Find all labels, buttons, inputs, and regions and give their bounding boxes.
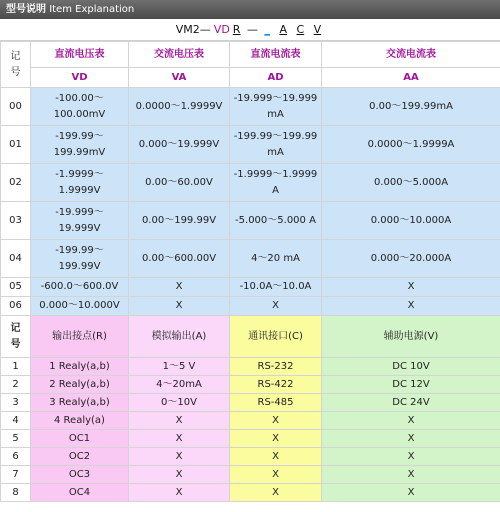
upper-row <box>1 278 500 297</box>
title-bar <box>0 0 500 19</box>
upper-row-aa: 0.000～10.000A <box>322 202 500 240</box>
upper-header-row <box>1 42 500 68</box>
lower-row-relay: 2 Realy(a,b) <box>31 376 129 394</box>
header-vd-zh: 直流电压表 <box>31 42 129 68</box>
header-comm: 通讯接口(C) <box>230 316 322 358</box>
header-vd-code: VD <box>31 68 129 88</box>
upper-row-id: 01 <box>1 126 31 164</box>
lower-row <box>1 466 500 484</box>
upper-row-va: 0.00～199.99V <box>129 202 230 240</box>
lower-row <box>1 376 500 394</box>
upper-row-ad <box>230 202 322 240</box>
lower-row-aux: X <box>322 448 500 466</box>
lower-row-comm: RS-485 <box>230 394 322 412</box>
lower-row-id: 5 <box>1 430 31 448</box>
model-vd: VD <box>213 23 230 36</box>
vd-line: -19.999～ <box>55 206 104 218</box>
lower-row-analog: X <box>129 430 230 448</box>
lower-row-aux: DC 10V <box>322 358 500 376</box>
header-id-cell <box>1 42 31 88</box>
lower-row-analog: X <box>129 484 230 502</box>
model-a: A <box>279 23 287 36</box>
lower-row <box>1 448 500 466</box>
lower-header-id-line1: 记 <box>10 322 21 334</box>
upper-row <box>1 202 500 240</box>
upper-row-ad <box>230 297 322 316</box>
lower-row-aux: X <box>322 466 500 484</box>
ad-line: mA <box>267 108 284 120</box>
upper-row-id: 03 <box>1 202 31 240</box>
lower-row-comm: X <box>230 412 322 430</box>
lower-row-analog: 4～20mA <box>129 376 230 394</box>
lower-row-aux: X <box>322 412 500 430</box>
lower-row-aux: DC 24V <box>322 394 500 412</box>
upper-row-vd <box>31 126 129 164</box>
upper-row-id: 02 <box>1 164 31 202</box>
vd-line: -199.99～ <box>55 244 104 256</box>
upper-row-id: 05 <box>1 278 31 297</box>
lower-row <box>1 394 500 412</box>
header-analog: 模拟输出(A) <box>129 316 230 358</box>
upper-row <box>1 240 500 278</box>
upper-row-aa: 0.000～20.000A <box>322 240 500 278</box>
upper-row-id: 00 <box>1 88 31 126</box>
lower-row-comm: X <box>230 430 322 448</box>
lower-row-aux: X <box>322 484 500 502</box>
header-id-line2: 号 <box>10 66 21 78</box>
ad-line: -19.999～19.999 <box>233 92 318 104</box>
vd-line: 100.00mV <box>53 108 106 120</box>
lower-row-aux: X <box>322 430 500 448</box>
model-code <box>0 19 500 41</box>
lower-row <box>1 430 500 448</box>
upper-row <box>1 88 500 126</box>
upper-row-ad <box>230 240 322 278</box>
lower-row-id: 2 <box>1 376 31 394</box>
upper-row-aa: X <box>322 297 500 316</box>
lower-row-relay: OC2 <box>31 448 129 466</box>
lower-header-row <box>1 316 500 358</box>
lower-row-id: 7 <box>1 466 31 484</box>
spec-table <box>0 41 500 502</box>
vd-line: 199.99mV <box>53 146 106 158</box>
upper-row-vd <box>31 202 129 240</box>
upper-row-vd <box>31 297 129 316</box>
ad-line: -10.0A～10.0A <box>239 281 312 292</box>
ad-line: X <box>272 300 279 311</box>
upper-row-ad <box>230 88 322 126</box>
vd-line: 0.000～10.000V <box>39 300 120 311</box>
model-c: C <box>296 23 305 36</box>
lower-row-id: 6 <box>1 448 31 466</box>
upper-header-code-row <box>1 68 500 88</box>
upper-row-va: 0.00～60.00V <box>129 164 230 202</box>
lower-row <box>1 412 500 430</box>
upper-row <box>1 126 500 164</box>
header-va-zh: 交流电压表 <box>129 42 230 68</box>
upper-row-ad <box>230 126 322 164</box>
lower-row-analog: X <box>129 448 230 466</box>
lower-row <box>1 358 500 376</box>
model-r: R <box>232 23 241 36</box>
ad-line: A <box>272 184 279 196</box>
upper-row-va: 0.000～19.999V <box>129 126 230 164</box>
header-ad-code: AD <box>230 68 322 88</box>
lower-row-id: 1 <box>1 358 31 376</box>
lower-row-relay: OC1 <box>31 430 129 448</box>
lower-header-id <box>1 316 31 358</box>
lower-row-relay: 4 Realy(a) <box>31 412 129 430</box>
lower-row-relay: 3 Realy(a,b) <box>31 394 129 412</box>
upper-row-va: X <box>129 297 230 316</box>
vd-line: -199.99～ <box>55 130 104 142</box>
upper-row-aa: 0.0000～1.9999A <box>322 126 500 164</box>
lower-row-aux: DC 12V <box>322 376 500 394</box>
upper-row-vd <box>31 164 129 202</box>
header-aux: 辅助电源(V) <box>322 316 500 358</box>
header-aa-zh: 交流电流表 <box>322 42 500 68</box>
upper-row-id: 04 <box>1 240 31 278</box>
vd-line: 199.99V <box>58 260 101 272</box>
upper-row-va: 0.0000～1.9999V <box>129 88 230 126</box>
vd-line: 19.999V <box>58 222 101 234</box>
upper-row-id: 06 <box>1 297 31 316</box>
upper-row-ad <box>230 278 322 297</box>
ad-line: mA <box>267 146 284 158</box>
lower-row-comm: X <box>230 448 322 466</box>
ad-line: -5.000～5.000 A <box>235 214 316 226</box>
lower-row-comm: X <box>230 484 322 502</box>
upper-row-vd <box>31 88 129 126</box>
lower-row-id: 8 <box>1 484 31 502</box>
lower-row-comm: X <box>230 466 322 484</box>
upper-row-aa: 0.00～199.99mA <box>322 88 500 126</box>
upper-row-va: 0.00～600.00V <box>129 240 230 278</box>
lower-row-relay: 1 Realy(a,b) <box>31 358 129 376</box>
lower-row-relay: OC3 <box>31 466 129 484</box>
lower-row <box>1 484 500 502</box>
header-relay: 输出接点(R) <box>31 316 129 358</box>
ad-line: -1.9999～1.9999 <box>233 168 318 180</box>
upper-row <box>1 297 500 316</box>
lower-row-analog: 0～10V <box>129 394 230 412</box>
model-dash: — <box>246 23 258 36</box>
lower-row-analog: 1～5 V <box>129 358 230 376</box>
lower-row-analog: X <box>129 466 230 484</box>
lower-row-id: 4 <box>1 412 31 430</box>
header-ad-zh: 直流电流表 <box>230 42 322 68</box>
model-blank: _ <box>264 23 270 36</box>
title-en: Item Explanation <box>49 4 135 15</box>
ad-line: 4～20 mA <box>251 252 300 264</box>
lower-row-comm: RS-232 <box>230 358 322 376</box>
upper-row-vd <box>31 240 129 278</box>
vd-line: 1.9999V <box>58 184 101 196</box>
lower-row-id: 3 <box>1 394 31 412</box>
upper-row-vd <box>31 278 129 297</box>
lower-header-id-line2: 号 <box>10 338 21 350</box>
vd-line: -1.9999～ <box>55 168 104 180</box>
upper-row-va: X <box>129 278 230 297</box>
lower-row-analog: X <box>129 412 230 430</box>
vd-line: -600.0～600.0V <box>40 281 119 292</box>
title-zh: 型号说明 <box>6 4 46 15</box>
lower-row-relay: OC4 <box>31 484 129 502</box>
upper-row-ad <box>230 164 322 202</box>
model-prefix: VM2— <box>175 23 211 36</box>
upper-row-aa: 0.000～5.000A <box>322 164 500 202</box>
upper-row <box>1 164 500 202</box>
upper-row-aa: X <box>322 278 500 297</box>
vd-line: -100.00～ <box>55 92 104 104</box>
header-id-line1: 记 <box>10 50 21 62</box>
header-aa-code: AA <box>322 68 500 88</box>
header-va-code: VA <box>129 68 230 88</box>
model-v: V <box>313 23 322 36</box>
lower-row-comm: RS-422 <box>230 376 322 394</box>
ad-line: -199.99～199.99 <box>233 130 318 142</box>
